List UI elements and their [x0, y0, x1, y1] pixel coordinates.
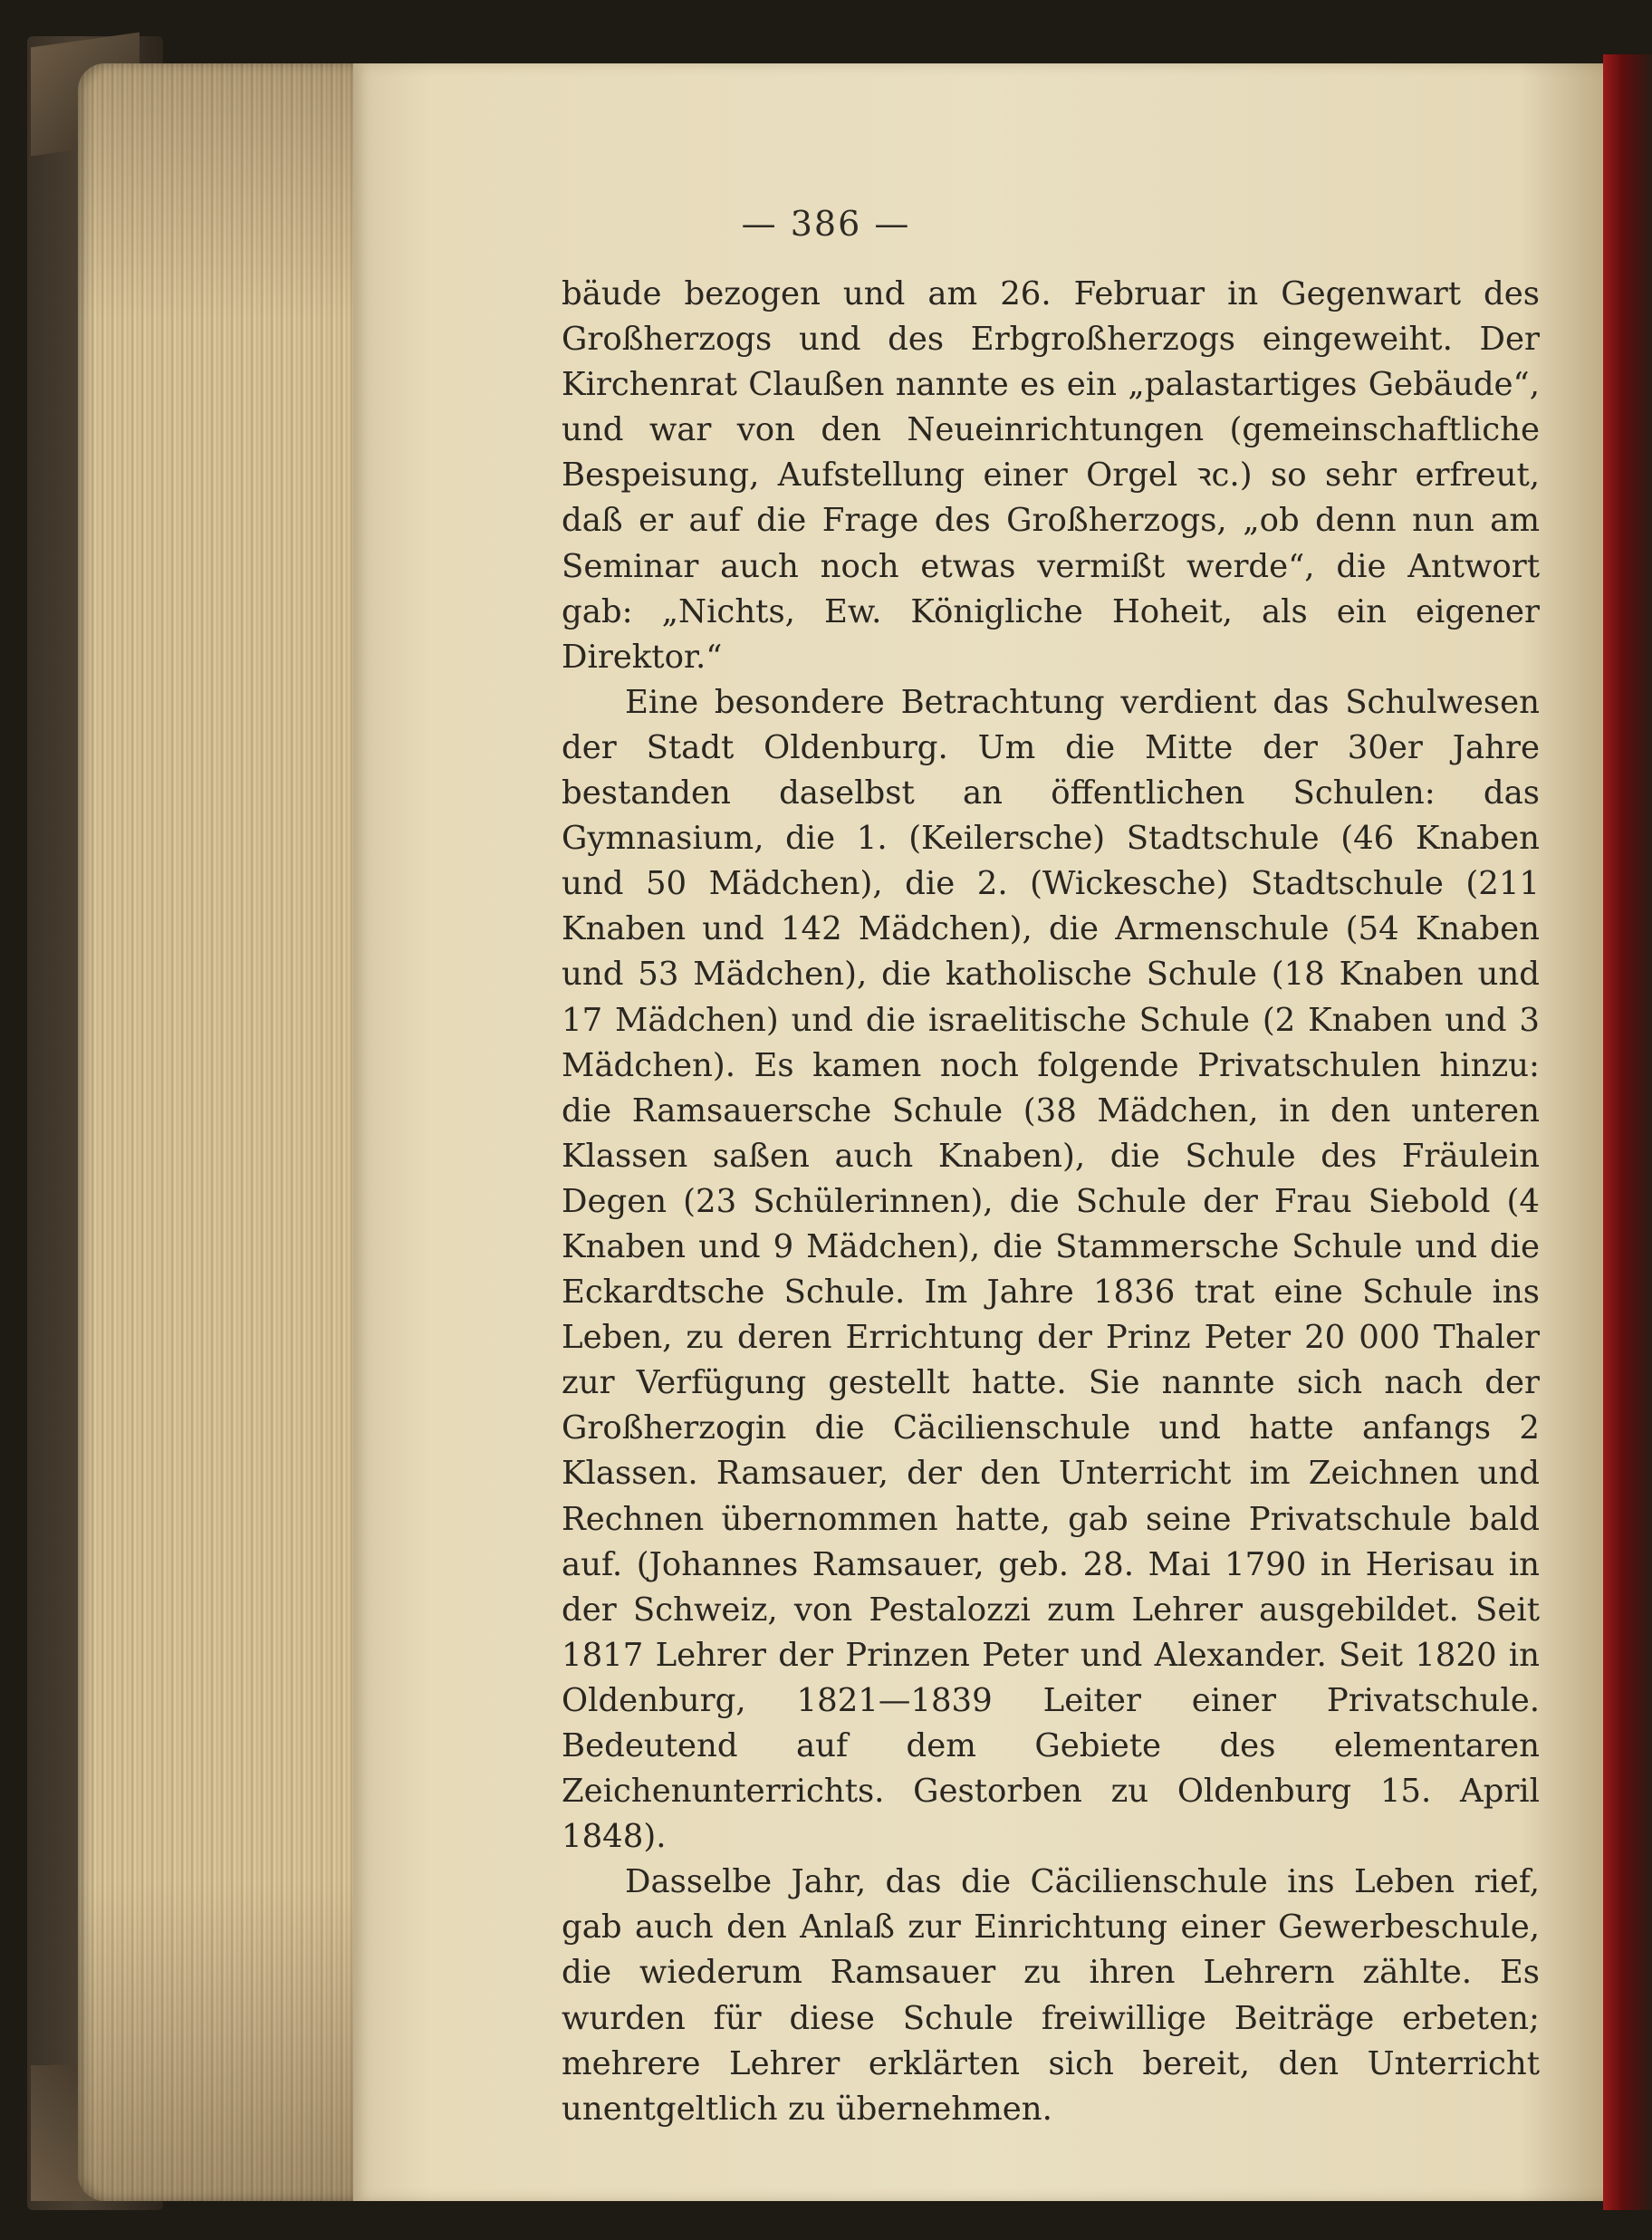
page-number: — 386 — [741, 204, 911, 244]
book-gutter [1603, 54, 1652, 2210]
paragraph-1: bäude bezogen und am 26. Februar in Gegenwart des Großherzogs und des Erbgroßherzogs eingeweiht. Der Kirchenrat Claußen nannte es ein „palastartiges Gebäude“, und war von den Neueinrichtungen (gemeinschaftliche Bespeisung, Aufstellung einer Orgel ꝛc.) so sehr erfreut, daß er auf die Frage des Großherzogs, „ob denn nun am Seminar auch noch etwas vermißt werde“, die Antwort gab: „Nichts, Ew. Königliche Hoheit, als ein eigener Direktor.“ [562, 275, 1540, 676]
paragraph-3: Dasselbe Jahr, das die Cäcilienschule ins Leben rief, gab auch den Anlaß zur Einrichtung einer Gewerbeschule, die wiederum Ramsauer zu ihren Lehrern zählte. Es wurden für diese Schule freiwillige Beiträge erbeten; mehrere Lehrer erklärten sich bereit, den Unterricht unentgeltlich zu übernehmen. [562, 1863, 1540, 2128]
paragraph-2: Eine besondere Betrachtung verdient das Schulwesen der Stadt Oldenburg. Um die Mitte der 30er Jahre bestanden daselbst an öffentlichen Schulen: das Gymnasium, die 1. (Keilersche) Stadtschule (46 Knaben und 50 Mädchen), die 2. (Wickesche) Stadtschule (211 Knaben und 142 Mädchen), die Armenschule (54 Knaben und 53 Mädchen), die katholische Schule (18 Knaben und 17 Mädchen) und die israelitische Schule (2 Knaben und 3 Mädchen). Es kamen noch folgende Privatschulen hinzu: die Ramsauersche Schule (38 Mädchen, in den unteren Klassen saßen auch Knaben), die Schule des Fräulein Degen (23 Schülerinnen), die Schule der Frau Siebold (4 Knaben und 9 Mädchen), die Stammersche Schule und die Eckardtsche Schule. Im Jahre 1836 trat eine Schule ins Leben, zu deren Errichtung der Prinz Peter 20 000 Thaler zur Verfügung gestellt hatte. Sie nannte sich nach der Großherzogin die Cäcilienschule und hatte anfangs 2 Klassen. Ramsauer, der den Unterricht im Zeichnen und Rechnen übernommen hatte, gab seine Privatschule bald auf. (Johannes Ramsauer, geb. 28. Mai 1790 in Herisau in der Schweiz, von Pestalozzi zum Lehrer ausgebildet. Seit 1817 Lehrer der Prinzen Peter und Alexander. Seit 1820 in Oldenburg, 1821—1839 Leiter einer Privatschule. Bedeutend auf dem Gebiete des elementaren Zeichenunterrichts. Gestorben zu Oldenburg 15. April 1848). [562, 683, 1540, 1856]
page-edges [78, 63, 368, 2201]
page-text [562, 272, 1540, 2132]
